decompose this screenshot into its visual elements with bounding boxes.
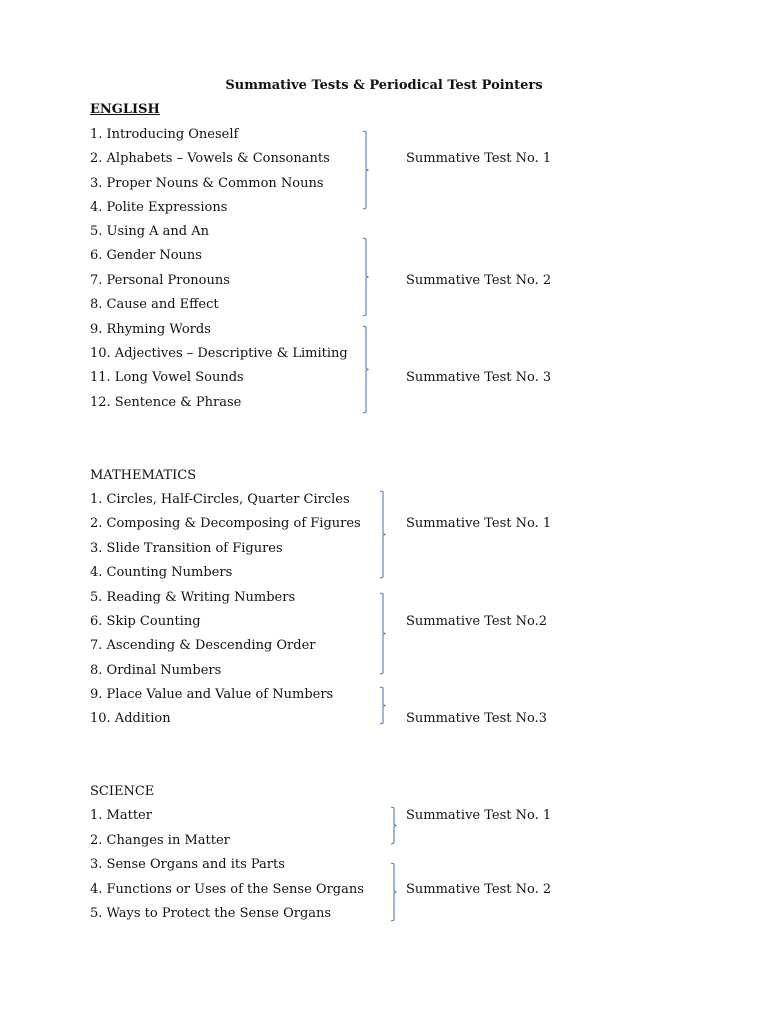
english-summative-test-label: Summative Test No. 1 <box>406 151 552 166</box>
english-topic-item: 10. Adjectives – Descriptive & Limiting <box>90 346 348 361</box>
science-topic-item: 2. Changes in Matter <box>90 833 230 848</box>
english-topic-item: 4. Polite Expressions <box>90 200 228 215</box>
page-title: Summative Tests & Periodical Test Pointers <box>225 78 543 93</box>
section-heading-science: SCIENCE <box>90 784 155 799</box>
english-topic-item: 6. Gender Nouns <box>90 248 202 263</box>
mathematics-group-bracket <box>380 491 385 578</box>
mathematics-topic-item: 1. Circles, Half-Circles, Quarter Circles <box>90 492 350 507</box>
mathematics-topic-item: 3. Slide Transition of Figures <box>90 541 283 556</box>
mathematics-topic-item: 6. Skip Counting <box>90 614 201 629</box>
english-topic-item: 7. Personal Pronouns <box>90 273 230 288</box>
english-topic-item: 8. Cause and Effect <box>90 297 219 312</box>
mathematics-topic-item: 9. Place Value and Value of Numbers <box>90 687 334 702</box>
mathematics-topic-item: 8. Ordinal Numbers <box>90 663 222 678</box>
english-summative-test-label: Summative Test No. 3 <box>406 370 552 385</box>
science-group-bracket <box>391 863 396 921</box>
english-group-bracket <box>363 326 368 413</box>
mathematics-summative-test-label: Summative Test No.3 <box>406 711 547 726</box>
section-heading-english: ENGLISH <box>90 102 160 117</box>
mathematics-topic-item: 4. Counting Numbers <box>90 565 233 580</box>
english-topic-item: 5. Using A and An <box>90 224 210 239</box>
mathematics-group-bracket <box>380 593 385 674</box>
mathematics-summative-test-label: Summative Test No. 1 <box>406 516 552 531</box>
english-summative-test-label: Summative Test No. 2 <box>406 273 552 288</box>
mathematics-summative-test-label: Summative Test No.2 <box>406 614 547 629</box>
english-topic-item: 1. Introducing Oneself <box>90 127 239 142</box>
mathematics-group-bracket <box>380 687 385 724</box>
mathematics-topic-item: 5. Reading & Writing Numbers <box>90 590 296 605</box>
science-group-bracket <box>391 807 396 844</box>
section-heading-mathematics: MATHEMATICS <box>90 468 197 483</box>
english-group-bracket <box>363 131 368 209</box>
english-topic-item: 3. Proper Nouns & Common Nouns <box>90 176 324 191</box>
science-summative-test-label: Summative Test No. 2 <box>406 882 552 897</box>
english-topic-item: 2. Alphabets – Vowels & Consonants <box>90 151 330 166</box>
science-summative-test-label: Summative Test No. 1 <box>406 808 552 823</box>
mathematics-topic-item: 10. Addition <box>90 711 171 726</box>
mathematics-topic-item: 7. Ascending & Descending Order <box>90 638 316 653</box>
mathematics-topic-item: 2. Composing & Decomposing of Figures <box>90 516 361 531</box>
english-topic-item: 11. Long Vowel Sounds <box>90 370 244 385</box>
science-topic-item: 4. Functions or Uses of the Sense Organs <box>90 882 364 897</box>
science-topic-item: 1. Matter <box>90 808 152 823</box>
english-group-bracket <box>363 238 368 316</box>
english-topic-item: 9. Rhyming Words <box>90 322 211 337</box>
science-topic-item: 3. Sense Organs and its Parts <box>90 857 285 872</box>
science-topic-item: 5. Ways to Protect the Sense Organs <box>90 906 332 921</box>
english-topic-item: 12. Sentence & Phrase <box>90 395 242 410</box>
